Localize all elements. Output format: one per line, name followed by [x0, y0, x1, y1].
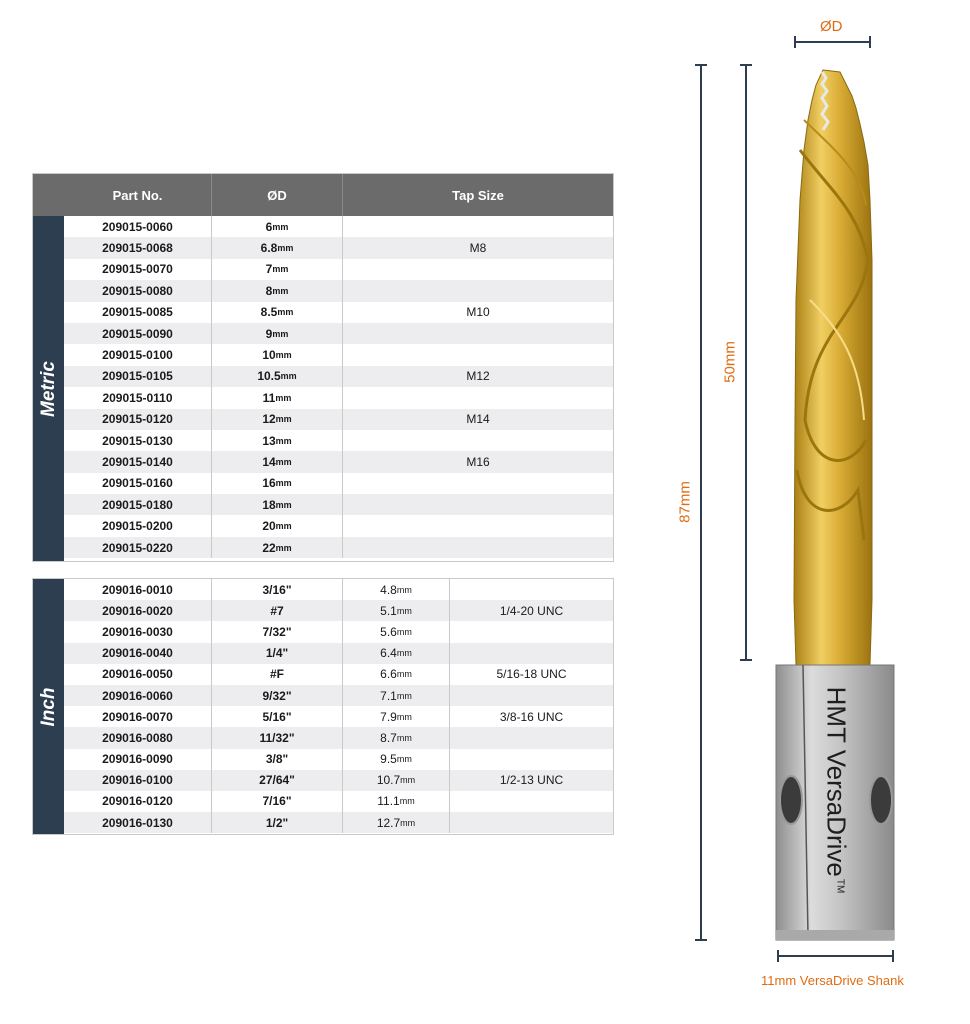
- diameter-cell: [212, 280, 343, 301]
- table-row: [64, 302, 613, 323]
- diameter-mm-cell: [343, 600, 450, 621]
- diameter-unit: mm: [275, 478, 292, 489]
- diameter-unit: mm: [275, 521, 292, 532]
- diameter-cell: [212, 409, 343, 430]
- tap-size: 3/8-16 UNC: [499, 709, 564, 724]
- table-row: [64, 451, 613, 472]
- part-number: 209015-0130: [64, 430, 212, 451]
- diameter-unit: mm: [396, 690, 412, 701]
- diameter-mm-cell: [343, 621, 450, 642]
- inch-table: [32, 578, 614, 835]
- diameter-inch: 1/4": [212, 643, 343, 664]
- diameter-value: 6.8: [260, 241, 278, 256]
- tap-size: M12: [466, 369, 490, 384]
- drill-body: [794, 70, 872, 665]
- diameter-mm: 9.5: [380, 752, 397, 767]
- diameter-inch: 3/16": [212, 579, 343, 600]
- diameter-value: 20: [262, 519, 276, 534]
- table-row: [64, 216, 613, 237]
- table-row: [64, 727, 613, 748]
- table-row: [64, 770, 613, 791]
- table-row: [64, 237, 613, 258]
- header-corner: [33, 174, 64, 216]
- tap-size: [343, 537, 613, 558]
- diameter-value: 6: [265, 219, 273, 234]
- part-number: 209015-0100: [64, 344, 212, 365]
- table-row: [64, 706, 613, 727]
- diameter-unit: mm: [400, 775, 416, 786]
- diameter-cell: [212, 344, 343, 365]
- diameter-value: 18: [262, 497, 276, 512]
- part-number: 209016-0060: [64, 685, 212, 706]
- diameter-unit: mm: [275, 414, 292, 425]
- diameter-value: 12: [262, 412, 276, 427]
- inch-section-label: Inch: [37, 686, 59, 727]
- diameter-unit: mm: [396, 732, 412, 743]
- inch-rows: [64, 579, 613, 833]
- diameter-mm-cell: [343, 770, 450, 791]
- diameter-unit: mm: [396, 648, 412, 659]
- diameter-mm: 7.9: [380, 709, 397, 724]
- metric-rows: [64, 216, 613, 558]
- table-row: [64, 515, 613, 536]
- part-number: 209016-0120: [64, 791, 212, 812]
- diameter-unit: mm: [275, 392, 292, 403]
- table-row: [64, 280, 613, 301]
- diameter-mm-cell: [343, 749, 450, 770]
- tap-size: [450, 791, 613, 812]
- tap-size: [343, 216, 613, 237]
- table-row: [64, 494, 613, 515]
- table-row: [64, 621, 613, 642]
- diameter-value: 11: [262, 390, 276, 405]
- table-row: [64, 579, 613, 600]
- tap-size: [450, 812, 613, 833]
- diameter-mm: 4.8: [380, 582, 397, 597]
- diameter-cell: [212, 451, 343, 472]
- part-number: 209015-0070: [64, 259, 212, 280]
- diameter-mm-cell: [343, 643, 450, 664]
- table-row: [64, 323, 613, 344]
- diameter-mm: 6.6: [380, 667, 397, 682]
- header-part-no: Part No.: [64, 174, 212, 216]
- diameter-value: 14: [262, 454, 276, 469]
- tap-size: [343, 494, 613, 515]
- part-number: 209016-0020: [64, 600, 212, 621]
- diameter-inch: 7/32": [212, 621, 343, 642]
- table-row: [64, 791, 613, 812]
- diameter-cell: [212, 259, 343, 280]
- diameter-cell: [212, 537, 343, 558]
- diameter-cell: [212, 366, 343, 387]
- diameter-mm-cell: [343, 706, 450, 727]
- tap-size: M14: [466, 412, 490, 427]
- diameter-mm: 8.7: [380, 730, 397, 745]
- flute-length-text: 50mm: [721, 341, 739, 383]
- diameter-mm: 5.1: [380, 603, 397, 618]
- diameter-unit: mm: [275, 499, 292, 510]
- tap-size: [343, 259, 613, 280]
- diameter-value: 13: [262, 433, 276, 448]
- diameter-unit: mm: [399, 796, 415, 807]
- diameter-unit: mm: [400, 817, 416, 828]
- diameter-unit: mm: [272, 328, 289, 339]
- tap-size: 1/2-13 UNC: [499, 773, 564, 788]
- part-number: 209016-0100: [64, 770, 212, 791]
- diameter-unit: mm: [275, 456, 292, 467]
- tap-size: M8: [469, 241, 487, 256]
- table-row: [64, 685, 613, 706]
- diameter-value: 8.5: [260, 305, 278, 320]
- part-number: 209016-0130: [64, 812, 212, 833]
- diameter-cell: [212, 494, 343, 515]
- tap-size: M16: [466, 454, 490, 469]
- diameter-inch: 5/16": [212, 706, 343, 727]
- diameter-inch: #F: [212, 664, 343, 685]
- part-number: 209016-0030: [64, 621, 212, 642]
- header-tap-size: Tap Size: [452, 187, 504, 203]
- table-row: [64, 600, 613, 621]
- tap-size: [450, 579, 613, 600]
- tap-size: [343, 280, 613, 301]
- tap-size: [343, 430, 613, 451]
- part-number: 209015-0090: [64, 323, 212, 344]
- diameter-mm-cell: [343, 664, 450, 685]
- tap-size: [450, 621, 613, 642]
- diameter-unit: mm: [275, 435, 292, 446]
- table-row: [64, 812, 613, 833]
- part-number: 209016-0010: [64, 579, 212, 600]
- part-number: 209015-0085: [64, 302, 212, 323]
- table-row: [64, 344, 613, 365]
- diameter-cell: [212, 237, 343, 258]
- tap-size: [343, 323, 613, 344]
- tap-size: [343, 387, 613, 408]
- tap-size: [450, 749, 613, 770]
- diameter-mm-cell: [343, 727, 450, 748]
- tap-size: [450, 643, 613, 664]
- table-row: [64, 430, 613, 451]
- metric-table: [32, 173, 614, 562]
- diameter-mm-cell: [343, 812, 450, 833]
- tap-size: 1/4-20 UNC: [499, 603, 564, 618]
- diameter-mm-cell: [343, 791, 450, 812]
- metric-sidebar: [33, 216, 64, 561]
- part-number: 209016-0050: [64, 664, 212, 685]
- diameter-mm: 12.7: [376, 815, 401, 830]
- diameter-unit: mm: [275, 350, 292, 361]
- diameter-mm: 5.6: [380, 624, 397, 639]
- diameter-unit: mm: [275, 542, 292, 553]
- diameter-unit: mm: [396, 584, 412, 595]
- part-number: 209016-0040: [64, 643, 212, 664]
- diameter-unit: mm: [277, 243, 294, 254]
- table-row: [64, 749, 613, 770]
- diameter-inch: 11/32": [212, 727, 343, 748]
- diameter-unit: mm: [396, 626, 412, 637]
- part-number: 209015-0120: [64, 409, 212, 430]
- trademark-mark: TM: [834, 878, 846, 894]
- diameter-value: 22: [262, 540, 276, 555]
- diameter-value: 7: [265, 262, 273, 277]
- part-number: 209015-0160: [64, 473, 212, 494]
- diameter-inch: 3/8": [212, 749, 343, 770]
- diameter-mm-cell: [343, 685, 450, 706]
- part-number: 209015-0110: [64, 387, 212, 408]
- diameter-label: ØD: [820, 18, 843, 35]
- diameter-inch: 1/2": [212, 812, 343, 833]
- overall-length-text: 87mm: [676, 481, 694, 523]
- diameter-value: 10.5: [257, 369, 281, 384]
- part-number: 209016-0070: [64, 706, 212, 727]
- inch-sidebar: [33, 579, 64, 834]
- tap-size: [450, 727, 613, 748]
- tap-size: M10: [466, 305, 490, 320]
- part-number: 209015-0180: [64, 494, 212, 515]
- diameter-mm: 11.1: [377, 794, 400, 809]
- tap-size: [343, 473, 613, 494]
- part-number: 209015-0068: [64, 237, 212, 258]
- part-number: 209015-0220: [64, 537, 212, 558]
- shank-label: 11mm VersaDrive Shank: [761, 973, 904, 988]
- diameter-unit: mm: [396, 669, 412, 680]
- diameter-mm: 7.1: [380, 688, 397, 703]
- shank-brand: [821, 687, 852, 894]
- diameter-inch: 27/64": [212, 770, 343, 791]
- diameter-value: 10: [262, 348, 276, 363]
- diameter-mm: 10.7: [376, 773, 401, 788]
- table-row: [64, 366, 613, 387]
- part-number: 209016-0090: [64, 749, 212, 770]
- part-number: 209015-0080: [64, 280, 212, 301]
- tap-size: [450, 685, 613, 706]
- diameter-value: 8: [265, 283, 273, 298]
- metric-section-label: Metric: [37, 360, 59, 417]
- part-number: 209015-0060: [64, 216, 212, 237]
- tap-size: 5/16-18 UNC: [496, 667, 567, 682]
- table-row: [64, 473, 613, 494]
- tap-size: [343, 344, 613, 365]
- part-number: 209015-0200: [64, 515, 212, 536]
- header-diameter: ØD: [212, 174, 343, 216]
- tap-size: [343, 515, 613, 536]
- diameter-mm-cell: [343, 579, 450, 600]
- diameter-unit: mm: [272, 285, 289, 296]
- diameter-value: 16: [262, 476, 276, 491]
- diameter-value: 9: [265, 326, 273, 341]
- diameter-inch: 9/32": [212, 685, 343, 706]
- diameter-cell: [212, 473, 343, 494]
- diameter-unit: mm: [272, 221, 289, 232]
- shank-brand-text: HMT VersaDrive: [821, 686, 852, 877]
- table-row: [64, 643, 613, 664]
- diameter-unit: mm: [396, 605, 412, 616]
- table-row: [64, 387, 613, 408]
- part-number: 209016-0080: [64, 727, 212, 748]
- diameter-cell: [212, 216, 343, 237]
- diameter-cell: [212, 515, 343, 536]
- diameter-cell: [212, 302, 343, 323]
- part-number: 209015-0140: [64, 451, 212, 472]
- diameter-cell: [212, 323, 343, 344]
- diameter-unit: mm: [396, 754, 412, 765]
- table-row: [64, 537, 613, 558]
- diameter-inch: 7/16": [212, 791, 343, 812]
- diameter-unit: mm: [396, 711, 412, 722]
- part-number: 209015-0105: [64, 366, 212, 387]
- diameter-cell: [212, 387, 343, 408]
- table-row: [64, 259, 613, 280]
- diameter-cell: [212, 430, 343, 451]
- diameter-unit: mm: [280, 371, 297, 382]
- diameter-inch: #7: [212, 600, 343, 621]
- table-header: [64, 174, 613, 216]
- diameter-mm: 6.4: [380, 646, 397, 661]
- diameter-unit: mm: [272, 264, 289, 275]
- diameter-unit: mm: [277, 307, 294, 318]
- table-row: [64, 409, 613, 430]
- table-row: [64, 664, 613, 685]
